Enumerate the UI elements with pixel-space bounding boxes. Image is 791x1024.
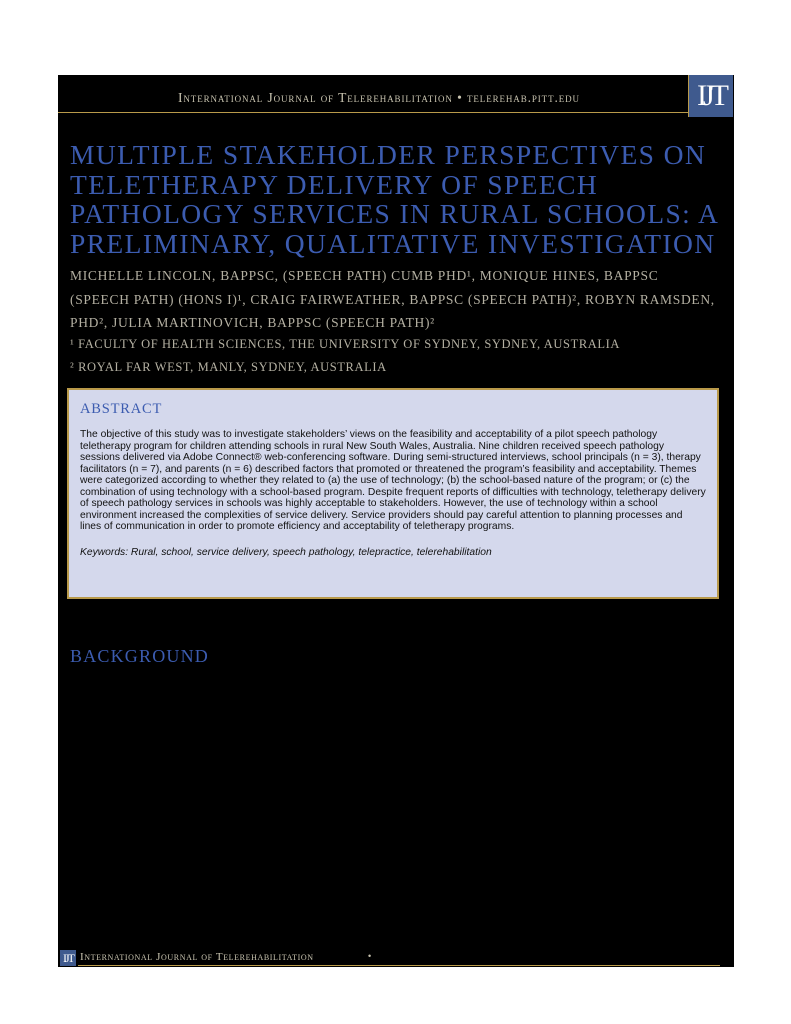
footer-logo: IJT [60, 950, 76, 966]
author-list: MICHELLE LINCOLN, BAPPSC, (SPEECH PATH) CUMB PHD¹, MONIQUE HINES, BAPPSC (SPEECH PATH) (HONS I)¹, CRAIG FAIRWEATHER, BAPPSC (SPEECH PATH)², ROBYN RAMSDEN, PHD², JULIA MARTINOVICH, BAPPSC (SPEECH PATH)² [70, 268, 715, 330]
article-title: MULTIPLE STAKEHOLDER PERSPECTIVES ON TELETHERAPY DELIVERY OF SPEECH PATHOLOGY SERVICES IN RURAL SCHOOLS: A PRELIMINARY, QUALITATIVE INVESTIGATION [70, 139, 718, 259]
footer-journal-name: International Journal of Telerehabilitation [80, 951, 314, 963]
footer-divider [78, 965, 720, 966]
footer-bullet: • [368, 951, 372, 961]
section-heading-background: BACKGROUND [70, 646, 210, 666]
affiliation-1: ¹ FACULTY OF HEALTH SCIENCES, THE UNIVERSITY OF SYDNEY, SYDNEY, AUSTRALIA [70, 337, 621, 351]
abstract-text: The objective of this study was to investigate stakeholders’ views on the feasibility and acceptability of a pilot speech pathology teletherapy program for children attending schools in rural New South Wales, Australia. Nine children received speech pathology sessions delivered via Adobe Connect® web-conferencing software. During semi-structured interviews, school principals (n = 3), therapy facilitators (n = 7), and parents (n = 6) described factors that promoted or threatened the program’s feasibility and acceptability. Themes were categorized according to whether they related to (a) the use of technology; (b) the school-based nature of the program; or (c) the combination of using technology with a school-based program. Despite frequent reports of difficulties with technology, teletherapy delivery of speech pathology services in schools was highly acceptable to stakeholders. However, the use of technology within a school environment increased the complexities of service delivery. Service providers should pay careful attention to planning processes and lines of communication in order to promote efficiency and acceptability of teletherapy programs. [80, 429, 706, 532]
journal-logo: IJT [688, 75, 733, 117]
abstract-heading: ABSTRACT [80, 401, 163, 417]
affiliation-2: ² ROYAL FAR WEST, MANLY, SYDNEY, AUSTRALIA [70, 360, 387, 374]
abstract-box [67, 388, 719, 599]
journal-header: International Journal of Telerehabilitation • telerehab.pitt.edu [178, 90, 580, 105]
header-divider [58, 112, 688, 113]
keywords: Keywords: Rural, school, service delivery, speech pathology, telepractice, telerehabilitation [80, 546, 492, 558]
